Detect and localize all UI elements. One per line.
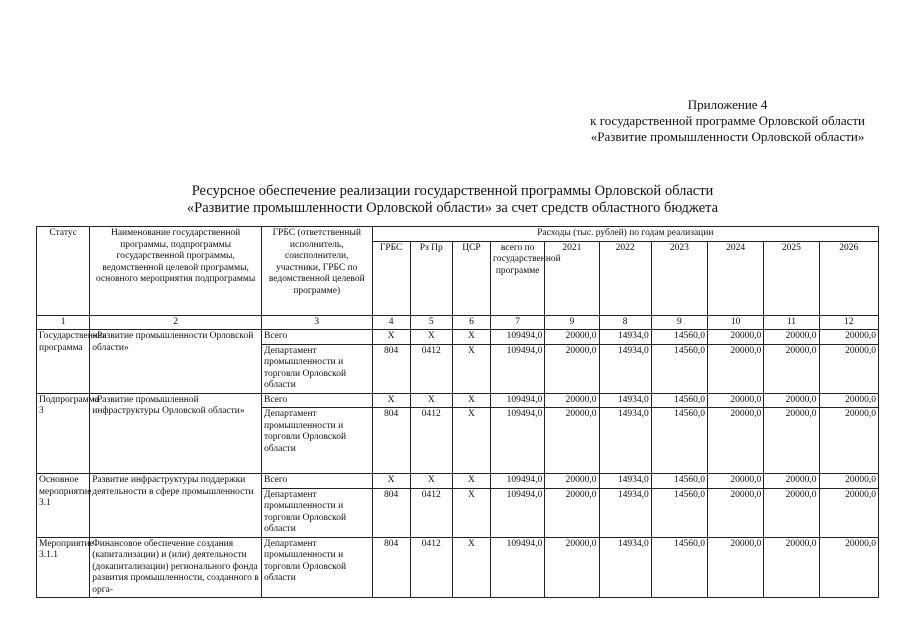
appendix-line-2: к государственной программе Орловской области — [590, 113, 865, 128]
value-2022: 14934,0 — [599, 408, 651, 474]
appendix-header — [590, 97, 865, 145]
value-2021: 20000,0 — [545, 393, 599, 408]
total-value: 109494,0 — [491, 474, 545, 489]
grbs-text: Всего — [262, 474, 373, 489]
value-2025: 20000,0 — [764, 408, 819, 474]
row-status: Подпрограмма 3 — [37, 393, 90, 474]
value-2024: 20000,0 — [708, 393, 764, 408]
value-2022: 14934,0 — [599, 330, 651, 345]
colnum: 11 — [764, 315, 819, 330]
title-line-1: Ресурсное обеспечение реализации государственной программы Орловской области — [191, 183, 714, 199]
header-grbs: ГРБС — [372, 241, 410, 315]
total-value: 109494,0 — [491, 537, 545, 598]
value-2025: 20000,0 — [764, 488, 819, 537]
header-2022: 2022 — [599, 241, 651, 315]
value-2023: 14560,0 — [651, 537, 707, 598]
value-2022: 14934,0 — [599, 474, 651, 489]
resource-table — [36, 226, 879, 598]
value-2021: 20000,0 — [545, 474, 599, 489]
value-2025: 20000,0 — [764, 344, 819, 393]
value-2022: 14934,0 — [599, 344, 651, 393]
csr-code: X — [452, 537, 490, 598]
value-2024: 20000,0 — [708, 408, 764, 474]
colnum: 12 — [819, 315, 878, 330]
value-2021: 20000,0 — [545, 537, 599, 598]
value-2022: 14934,0 — [599, 393, 651, 408]
value-2023: 14560,0 — [651, 344, 707, 393]
colnum: 10 — [708, 315, 764, 330]
header-2021: 2021 — [545, 241, 599, 315]
grbs-text: Департамент промышленности и торговли Орловской области — [262, 537, 373, 598]
rzpr-code: X — [410, 330, 452, 345]
header-status: Статус — [37, 227, 90, 316]
total-value: 109494,0 — [491, 344, 545, 393]
table-row — [37, 393, 879, 408]
grbs-code: X — [372, 474, 410, 489]
rzpr-code: X — [410, 474, 452, 489]
grbs-code: X — [372, 330, 410, 345]
total-value: 109494,0 — [491, 393, 545, 408]
rzpr-code: X — [410, 393, 452, 408]
grbs-code: X — [372, 393, 410, 408]
document-title — [0, 183, 905, 217]
row-status: Основное мероприятие 3.1 — [37, 474, 90, 538]
header-row-1 — [37, 227, 879, 242]
table-row — [37, 474, 879, 489]
value-2026: 20000,0 — [819, 330, 878, 345]
row-status: Государственная программа — [37, 330, 90, 394]
grbs-code: 804 — [372, 408, 410, 474]
value-2023: 14560,0 — [651, 393, 707, 408]
value-2026: 20000,0 — [819, 474, 878, 489]
colnum: 7 — [491, 315, 545, 330]
row-name: Финансовое обеспечение создания (капитализации) и (или) деятельности (докапитализации) регионального фонда развития промышленности, созданного в орга- — [90, 537, 262, 598]
rzpr-code: 0412 — [410, 488, 452, 537]
csr-code: X — [452, 474, 490, 489]
value-2025: 20000,0 — [764, 393, 819, 408]
header-2025: 2025 — [764, 241, 819, 315]
header-2024: 2024 — [708, 241, 764, 315]
value-2021: 20000,0 — [545, 330, 599, 345]
header-2026: 2026 — [819, 241, 878, 315]
value-2023: 14560,0 — [651, 408, 707, 474]
header-csr: ЦСР — [452, 241, 490, 315]
value-2026: 20000,0 — [819, 408, 878, 474]
value-2023: 14560,0 — [651, 330, 707, 345]
row-name: Развитие инфраструктуры поддержки деятельности в сфере промышленности — [90, 474, 262, 538]
rzpr-code: 0412 — [410, 537, 452, 598]
header-grbs-main: ГРБС (ответственный исполнитель, соисполнители, участники, ГРБС по ведомственной целевой программе) — [262, 227, 373, 316]
column-number-row — [37, 315, 879, 330]
grbs-code: 804 — [372, 537, 410, 598]
colnum: 6 — [452, 315, 490, 330]
row-name: «Развитие промышленной инфраструктуры Орловской области» — [90, 393, 262, 474]
value-2024: 20000,0 — [708, 330, 764, 345]
value-2021: 20000,0 — [545, 408, 599, 474]
value-2024: 20000,0 — [708, 488, 764, 537]
csr-code: X — [452, 488, 490, 537]
value-2025: 20000,0 — [764, 537, 819, 598]
value-2024: 20000,0 — [708, 537, 764, 598]
grbs-code: 804 — [372, 488, 410, 537]
value-2026: 20000,0 — [819, 393, 878, 408]
value-2025: 20000,0 — [764, 330, 819, 345]
total-value: 109494,0 — [491, 488, 545, 537]
colnum: 8 — [599, 315, 651, 330]
table-row — [37, 537, 879, 598]
value-2023: 14560,0 — [651, 474, 707, 489]
value-2023: 14560,0 — [651, 488, 707, 537]
colnum: 9 — [545, 315, 599, 330]
colnum: 4 — [372, 315, 410, 330]
grbs-text: Департамент промышленности и торговли Орловской области — [262, 488, 373, 537]
value-2026: 20000,0 — [819, 537, 878, 598]
grbs-text: Департамент промышленности и торговли Орловской области — [262, 344, 373, 393]
csr-code: X — [452, 330, 490, 345]
appendix-line-1: Приложение 4 — [687, 97, 768, 112]
table-row — [37, 330, 879, 345]
value-2021: 20000,0 — [545, 488, 599, 537]
header-total: всего по государственной программе — [491, 241, 545, 315]
header-2023: 2023 — [651, 241, 707, 315]
value-2022: 14934,0 — [599, 537, 651, 598]
row-name: «Развитие промышленности Орловской области» — [90, 330, 262, 394]
colnum: 9 — [651, 315, 707, 330]
total-value: 109494,0 — [491, 330, 545, 345]
grbs-text: Всего — [262, 393, 373, 408]
csr-code: X — [452, 408, 490, 474]
value-2024: 20000,0 — [708, 474, 764, 489]
value-2021: 20000,0 — [545, 344, 599, 393]
header-expenses: Расходы (тыс. рублей) по годам реализации — [372, 227, 878, 242]
value-2022: 14934,0 — [599, 488, 651, 537]
grbs-text: Департамент промышленности и торговли Орловской области — [262, 408, 373, 474]
csr-code: X — [452, 393, 490, 408]
rzpr-code: 0412 — [410, 344, 452, 393]
csr-code: X — [452, 344, 490, 393]
appendix-line-3: «Развитие промышленности Орловской области» — [590, 129, 865, 144]
row-status: Мероприятие 3.1.1 — [37, 537, 90, 598]
value-2026: 20000,0 — [819, 344, 878, 393]
value-2025: 20000,0 — [764, 474, 819, 489]
grbs-code: 804 — [372, 344, 410, 393]
colnum: 1 — [37, 315, 90, 330]
title-line-2: «Развитие промышленности Орловской области» за счет средств областного бюджета — [186, 200, 719, 216]
colnum: 3 — [262, 315, 373, 330]
rzpr-code: 0412 — [410, 408, 452, 474]
colnum: 2 — [90, 315, 262, 330]
total-value: 109494,0 — [491, 408, 545, 474]
header-name: Наименование государственной программы, подпрограммы государственной программы, ведомственной целевой программы, основного мероприятия подпрограммы — [90, 227, 262, 316]
value-2026: 20000,0 — [819, 488, 878, 537]
header-rzpr: Рз Пр — [410, 241, 452, 315]
value-2024: 20000,0 — [708, 344, 764, 393]
colnum: 5 — [410, 315, 452, 330]
grbs-text: Всего — [262, 330, 373, 345]
